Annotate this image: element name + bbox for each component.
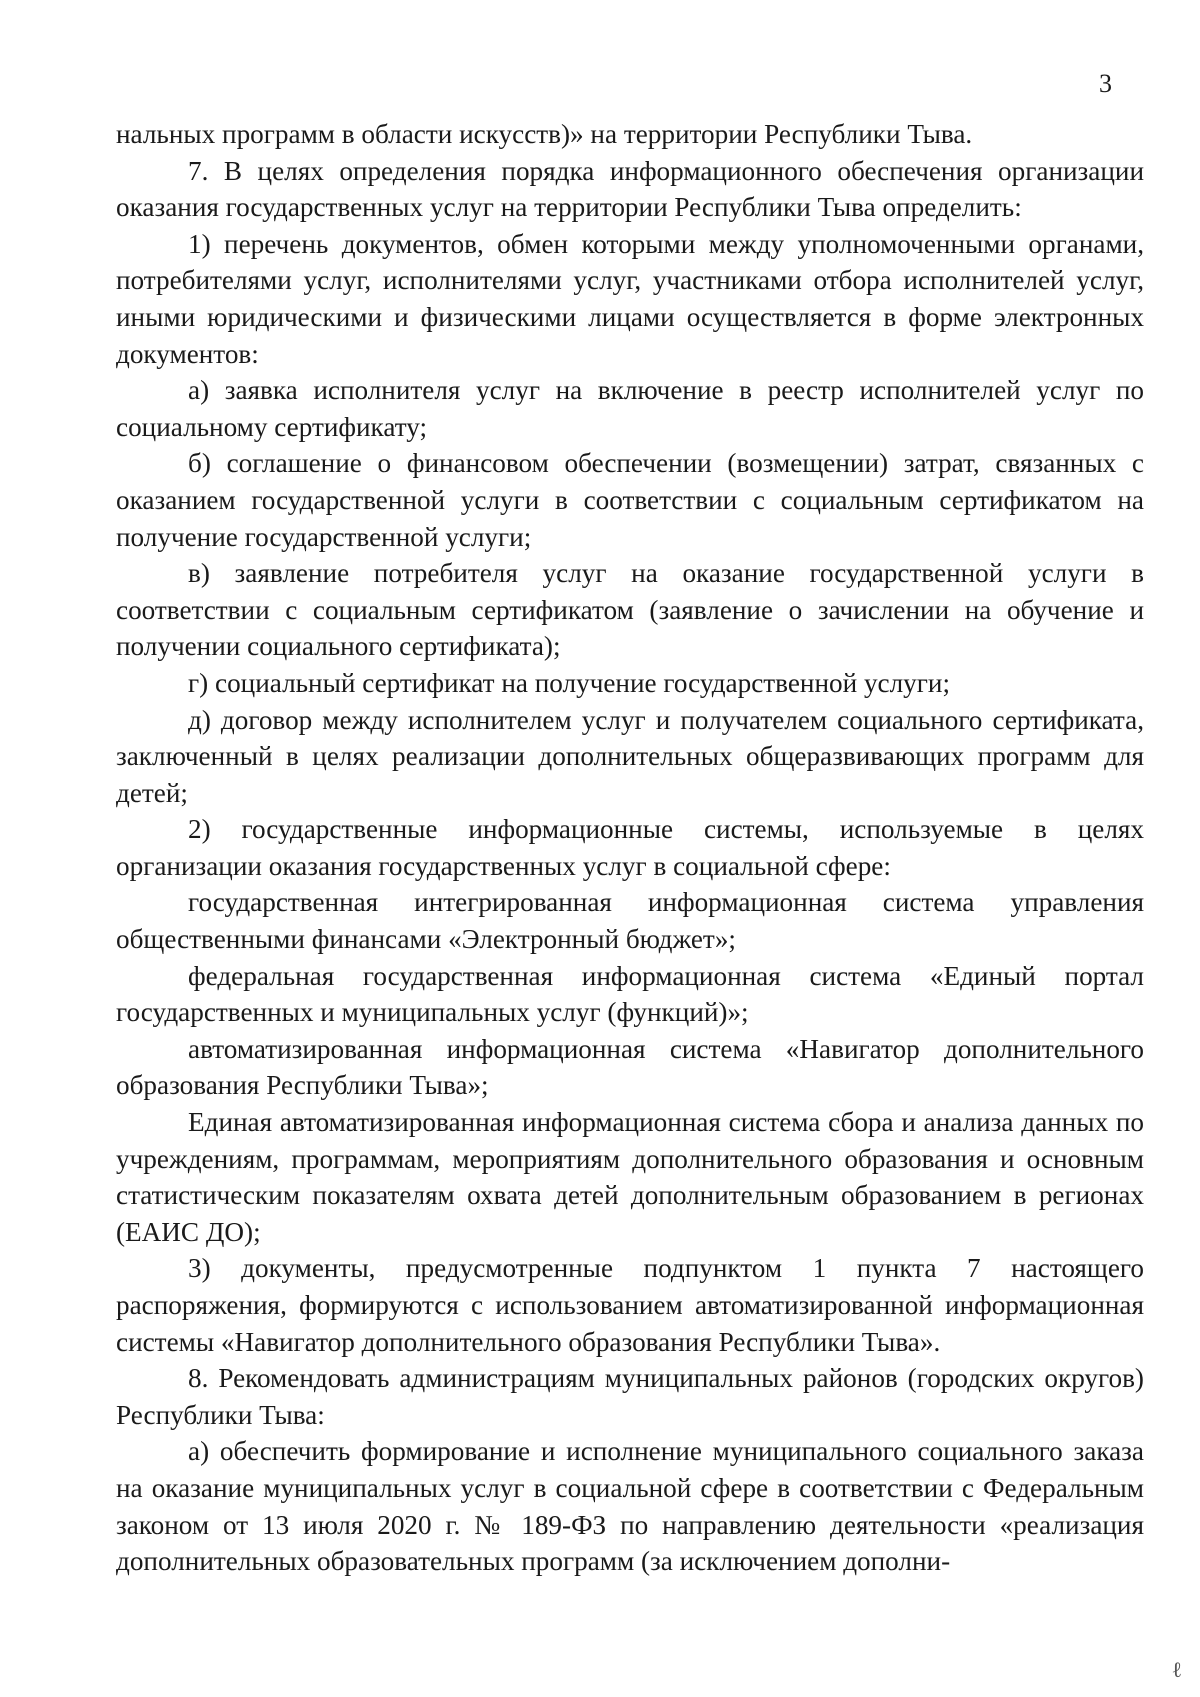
- paragraph-item-8-a: а) обеспечить формирование и исполнение муниципального социального заказа на оказание муниципальных услуг в социальной сфере в соответствии с Федеральным законом от 13 июля 2020 г. № 189-ФЗ по направлению деятельности «реализация дополнительных образовательных программ (за исключением дополни-: [116, 1436, 1144, 1577]
- paragraph-subitem-v: в) заявление потребителя услуг на оказание государственной услуги в соответствии с социальным сертификатом (заявление о зачислении на обучение и получении социального сертификата);: [116, 558, 1144, 662]
- paragraph-subitem-1: 1) перечень документов, обмен которыми между уполномоченными органами, потребителями услуг, исполнителями услуг, участниками отбора исполнителей услуг, иными юридическими и физическими лицами осуществляется в форме электронных документов:: [116, 228, 1144, 369]
- paragraph-subitem-3: 3) документы, предусмотренные подпунктом 1 пункта 7 настоящего распоряжения, формируются с использованием автоматизированной информационная системы «Навигатор дополнительного образования Республики Тыва».: [116, 1253, 1144, 1357]
- paragraph-system-budget: государственная интегрированная информационная система управления общественными финансами «Электронный бюджет»;: [116, 887, 1144, 955]
- page-number: 3: [1099, 69, 1112, 98]
- paragraph-subitem-g: г) социальный сертификат на получение государственной услуги;: [188, 667, 951, 698]
- paragraph-system-navigator: автоматизированная информационная система «Навигатор дополнительного образования Республики Тыва»;: [116, 1033, 1144, 1101]
- paragraph-continuation: нальных программ в области искусств)» на территории Республики Тыва.: [116, 119, 973, 149]
- margin-handwritten-mark: ℓ: [1171, 1657, 1182, 1682]
- paragraph-system-eais: Единая автоматизированная информационная система сбора и анализа данных по учреждениям, программам, мероприятиям дополнительного образования и основным статистическим показателям охвата детей дополнительным образованием в регионах (ЕАИС ДО);: [116, 1107, 1144, 1247]
- paragraph-item-8: 8. Рекомендовать администрациям муниципальных районов (городских округов) Республики Тыва:: [116, 1363, 1144, 1430]
- paragraph-system-portal: федеральная государственная информационная система «Единый портал государственных и муниципальных услуг (функций)»;: [116, 960, 1144, 1028]
- paragraph-subitem-a: а) заявка исполнителя услуг на включение в реестр исполнителей услуг по социальному сертификату;: [116, 375, 1144, 442]
- paragraph-item-7: 7. В целях определения порядка информационного обеспечения организации оказания государственных услуг на территории Республики Тыва определить:: [116, 155, 1144, 223]
- paragraph-subitem-b: б) соглашение о финансовом обеспечении (возмещении) затрат, связанных с оказанием государственной услуги в соответствии с социальным сертификатом на получение государственной услуги;: [116, 448, 1144, 552]
- paragraph-subitem-2: 2) государственные информационные системы, используемые в целях организации оказания государственных услуг в социальной сфере:: [116, 814, 1144, 881]
- document-body: [116, 116, 1144, 1580]
- paragraph-subitem-d: д) договор между исполнителем услуг и получателем социального сертификата, заключенный в целях реализации дополнительных общеразвивающих программ для детей;: [116, 704, 1144, 808]
